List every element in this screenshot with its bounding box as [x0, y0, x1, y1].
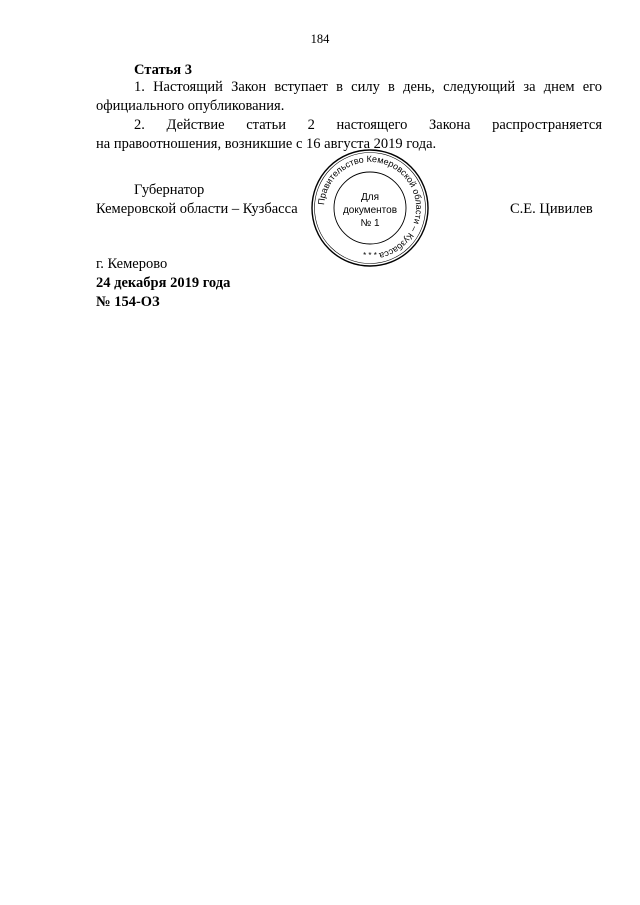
article-paragraph-1	[96, 78, 602, 116]
seal-stars: * * *	[363, 251, 377, 260]
page-number: 184	[310, 32, 330, 46]
city: г. Кемерово	[96, 256, 168, 272]
official-seal	[310, 148, 430, 268]
seal-center-line-3: № 1	[360, 218, 380, 229]
paragraph-1-line-2: официального опубликования.	[96, 98, 285, 114]
signatory-region: Кемеровской области – Кузбасса	[96, 201, 298, 217]
article-title: Статья 3	[134, 62, 192, 78]
signatory-title: Губернатор	[134, 182, 205, 198]
signatory-name: С.Е. Цивилев	[510, 201, 593, 217]
document-date: 24 декабря 2019 года	[96, 275, 231, 291]
document-number: № 154-ОЗ	[96, 294, 160, 310]
paragraph-1-line-1: 1. Настоящий Закон вступает в силу в день, следующий за днем его	[134, 79, 602, 95]
seal-center-line-1: Для	[360, 192, 380, 203]
paragraph-2-line-2: на правоотношения, возникшие с 16 августа 2019 года.	[96, 136, 437, 152]
seal-center-line-2: документов	[342, 205, 398, 216]
paragraph-2-line-1: 2. Действие статьи 2 настоящего Закона распространяется	[134, 117, 602, 133]
seal-ring-text: Правительство Кемеровской области – Кузбасса	[316, 153, 425, 261]
